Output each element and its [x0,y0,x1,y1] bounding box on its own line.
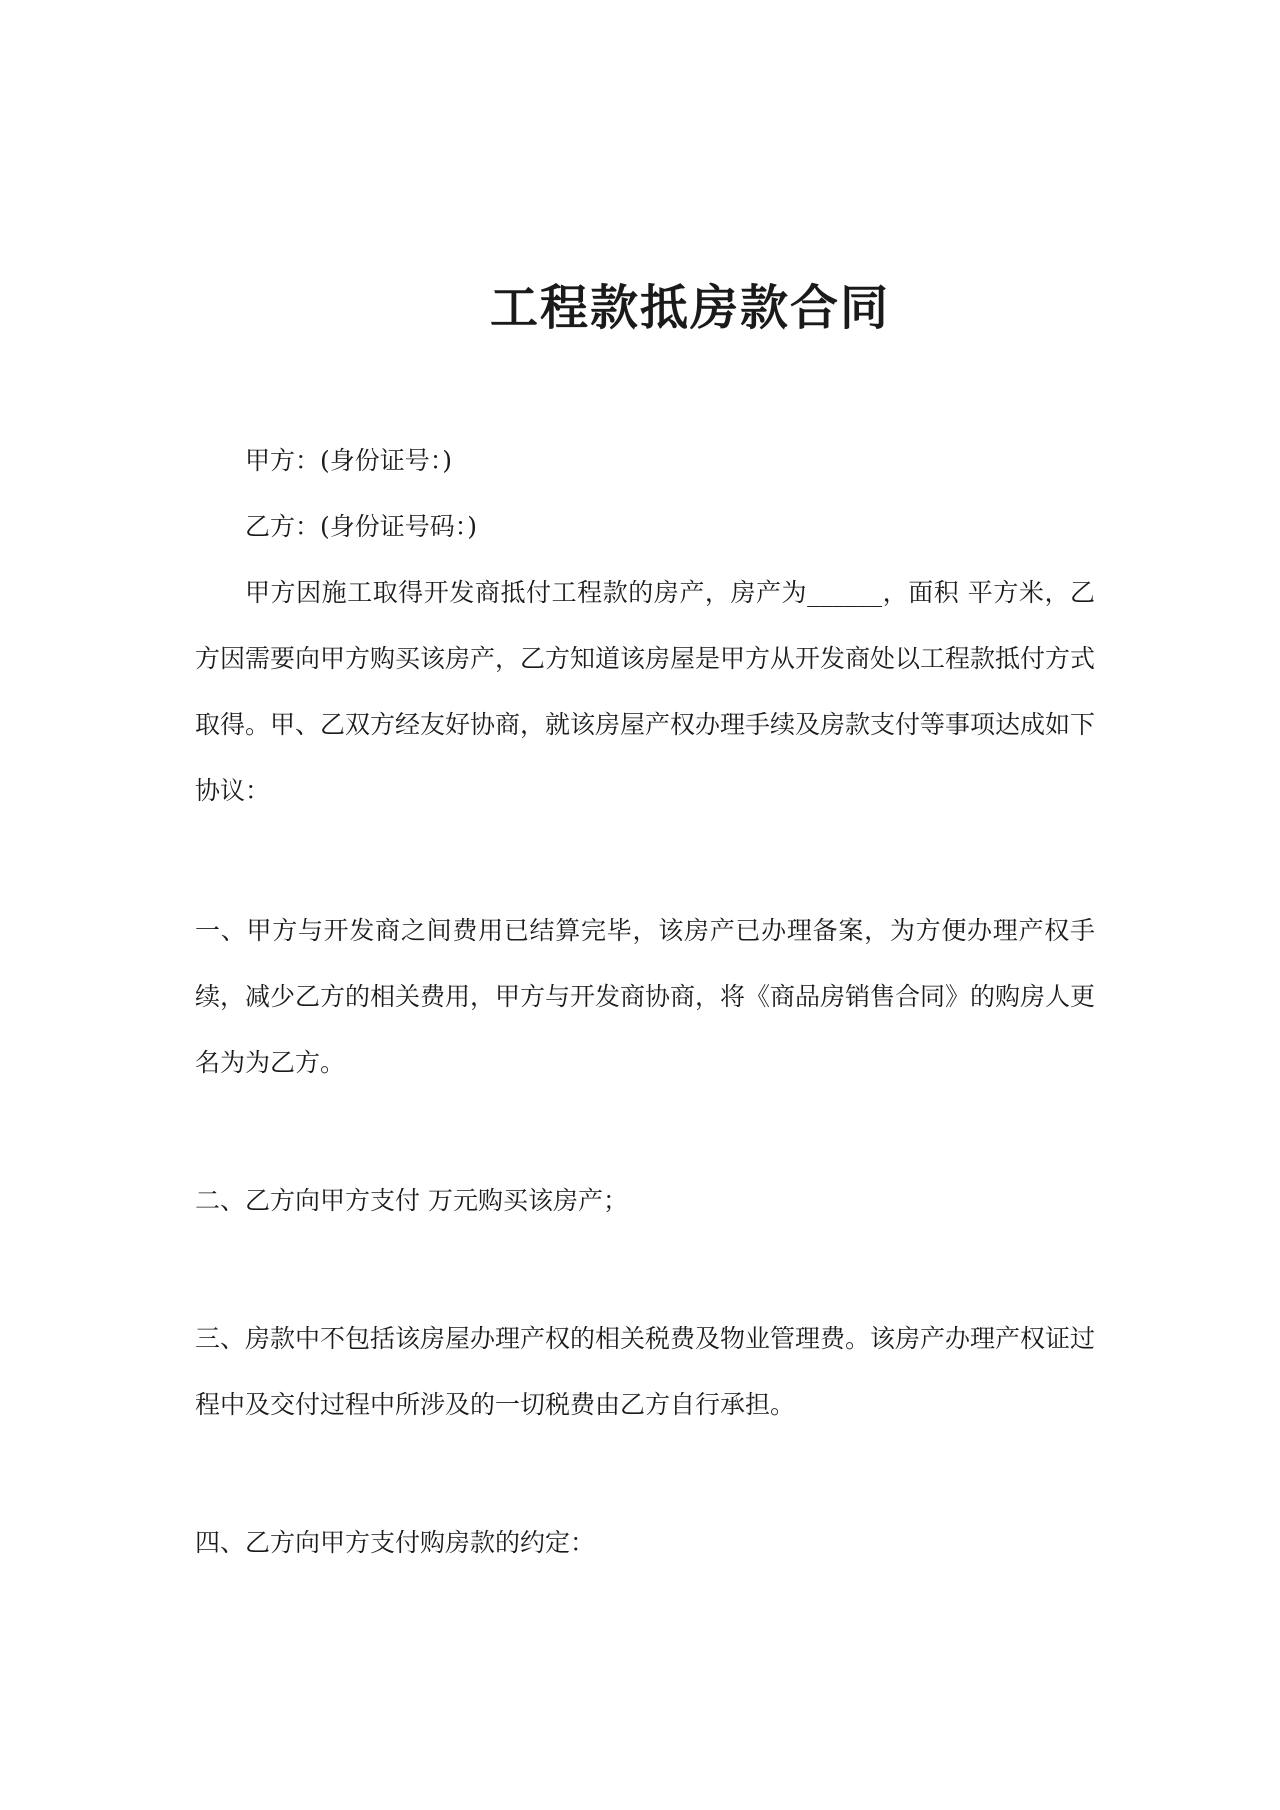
clause-1 [195,898,1095,1096]
document-title: 工程款抵房款合同 [489,280,890,336]
intro-text: 甲方因施工取得开发商抵付工程款的房产，房产为______，面积 平方米，乙方因需要向甲方购买该房产，乙方知道该房屋是甲方从开发商处以工程款抵付方式取得。甲、乙双方经友好协商，就该房屋产权办理手续及房款支付等事项达成如下协议： [195,578,1096,805]
party-b-text: 乙方：(身份证号码：) [245,512,478,541]
clause-4-text: 四、乙方向甲方支付购房款的约定： [195,1528,596,1557]
clause-2 [195,1168,1095,1234]
clause-3 [195,1306,1095,1438]
intro-paragraph [195,560,1095,824]
party-a-text: 甲方：(身份证号：) [245,446,453,475]
clause-3-text: 三、房款中不包括该房屋办理产权的相关税费及物业管理费。该房产办理产权证过程中及交付过程中所涉及的一切税费由乙方自行承担。 [195,1324,1096,1419]
clause-2-text: 二、乙方向甲方支付 万元购买该房产； [195,1186,628,1215]
clause-4 [195,1510,1095,1576]
clause-1-text: 一、甲方与开发商之间费用已结算完毕，该房产已办理备案，为方便办理产权手续，减少乙方的相关费用，甲方与开发商协商，将《商品房销售合同》的购房人更名为为乙方。 [195,916,1096,1077]
party-a-line [195,428,1095,494]
party-b-line [195,494,1095,560]
